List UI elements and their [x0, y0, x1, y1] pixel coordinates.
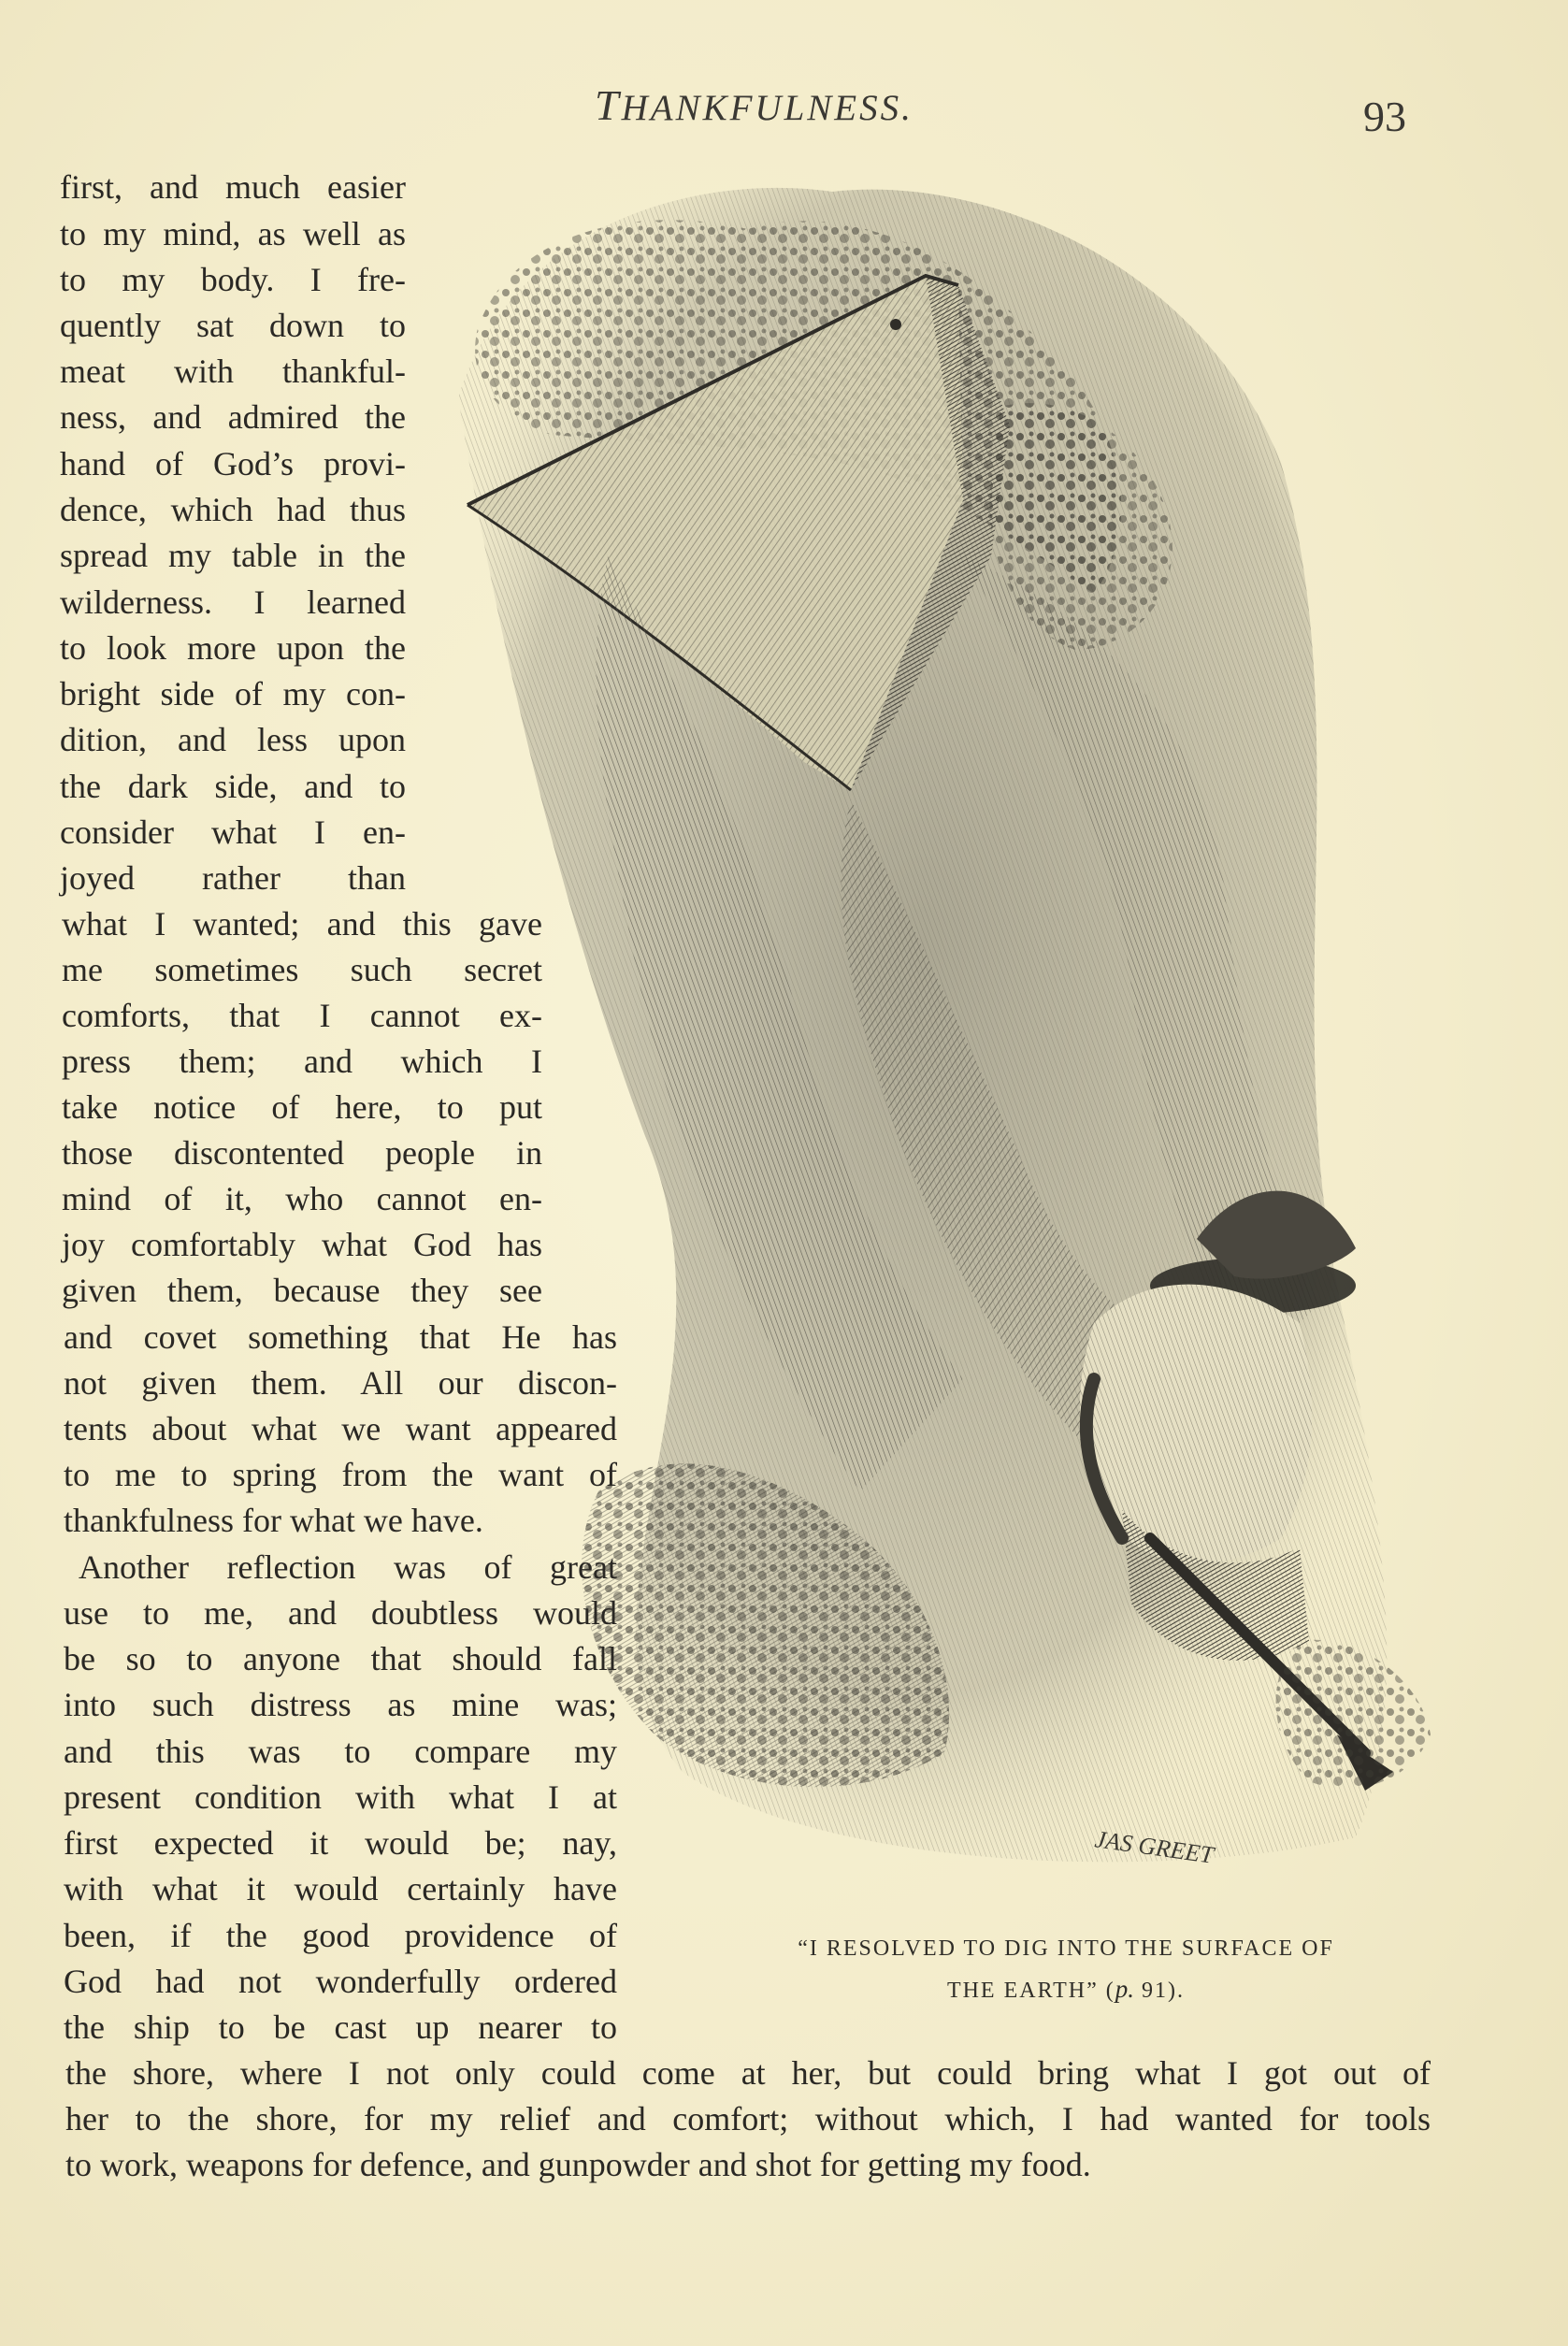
body-line: bright side of my con- [60, 675, 406, 712]
body-line: joy comfortably what God has [62, 1226, 542, 1263]
body-line: dence, which had thus [60, 491, 406, 528]
body-line: hand of God’s provi- [60, 445, 406, 482]
body-line: meat with thankful- [60, 353, 406, 390]
engraver-signature: JAS GREET [1093, 1825, 1216, 1869]
body-line: Another reflection was of great [79, 1548, 617, 1586]
body-line: wilderness. I learned [60, 583, 406, 621]
body-line: dition, and less upon [60, 721, 406, 758]
page-number: 93 [1363, 93, 1406, 140]
body-line: to look more upon the [60, 629, 406, 667]
body-line: use to me, and doubtless would [64, 1594, 617, 1632]
body-line: not given them. All our discon- [64, 1364, 617, 1402]
body-line: to me to spring from the want of [64, 1456, 617, 1493]
running-title: THANKFULNESS. [595, 81, 913, 129]
body-line: and this was to compare my [64, 1733, 617, 1770]
body-line: her to the shore, for my relief and comfort; without which, I had wanted for tools [65, 2100, 1431, 2137]
body-line: the shore, where I not only could come at her, but could bring what I got out of [65, 2054, 1431, 2092]
body-line: press them; and which I [62, 1043, 542, 1080]
body-line: first expected it would be; nay, [64, 1824, 617, 1862]
rocks-right [1276, 1640, 1431, 1789]
body-line: been, if the good providence of [64, 1917, 617, 1954]
body-line: the ship to be cast up nearer to [64, 2008, 617, 2046]
body-line: with what it would certainly have [64, 1870, 617, 1907]
body-line: to my mind, as well as [60, 215, 406, 252]
body-line: to my body. I fre- [60, 261, 406, 298]
body-line: into such distress as mine was; [64, 1686, 617, 1723]
body-line: what I wanted; and this gave [62, 905, 542, 943]
body-line: God had not wonderfully ordered [64, 1963, 617, 2000]
body-line: to work, weapons for defence, and gunpowder and shot for getting my food. [65, 2146, 1091, 2183]
illustration-caption-line-1: “I RESOLVED TO DIG INTO THE SURFACE OF [798, 1936, 1334, 1961]
body-line: quently sat down to [60, 307, 406, 344]
body-line: take notice of here, to put [62, 1088, 542, 1126]
body-line: and covet something that He has [64, 1318, 617, 1356]
body-line: comforts, that I cannot ex- [62, 997, 542, 1034]
body-line: spread my table in the [60, 537, 406, 574]
body-line: those discontented people in [62, 1134, 542, 1172]
body-line: present condition with what I at [64, 1778, 617, 1816]
body-line: the dark side, and to [60, 768, 406, 805]
body-line: be so to anyone that should fall [64, 1640, 617, 1677]
body-line: me sometimes such secret [62, 951, 542, 988]
body-line: mind of it, who cannot en- [62, 1180, 542, 1217]
body-line: tents about what we want appeared [64, 1410, 617, 1447]
body-line: thankfulness for what we have. [64, 1502, 483, 1539]
body-line: ness, and admired the [60, 398, 406, 436]
body-line: consider what I en- [60, 813, 406, 851]
body-line: first, and much easier [60, 168, 406, 206]
body-line: given them, because they see [62, 1272, 542, 1309]
illustration-caption-line-2: THE EARTH” (p. 91). [946, 1975, 1186, 2003]
body-line: joyed rather than [60, 859, 406, 897]
